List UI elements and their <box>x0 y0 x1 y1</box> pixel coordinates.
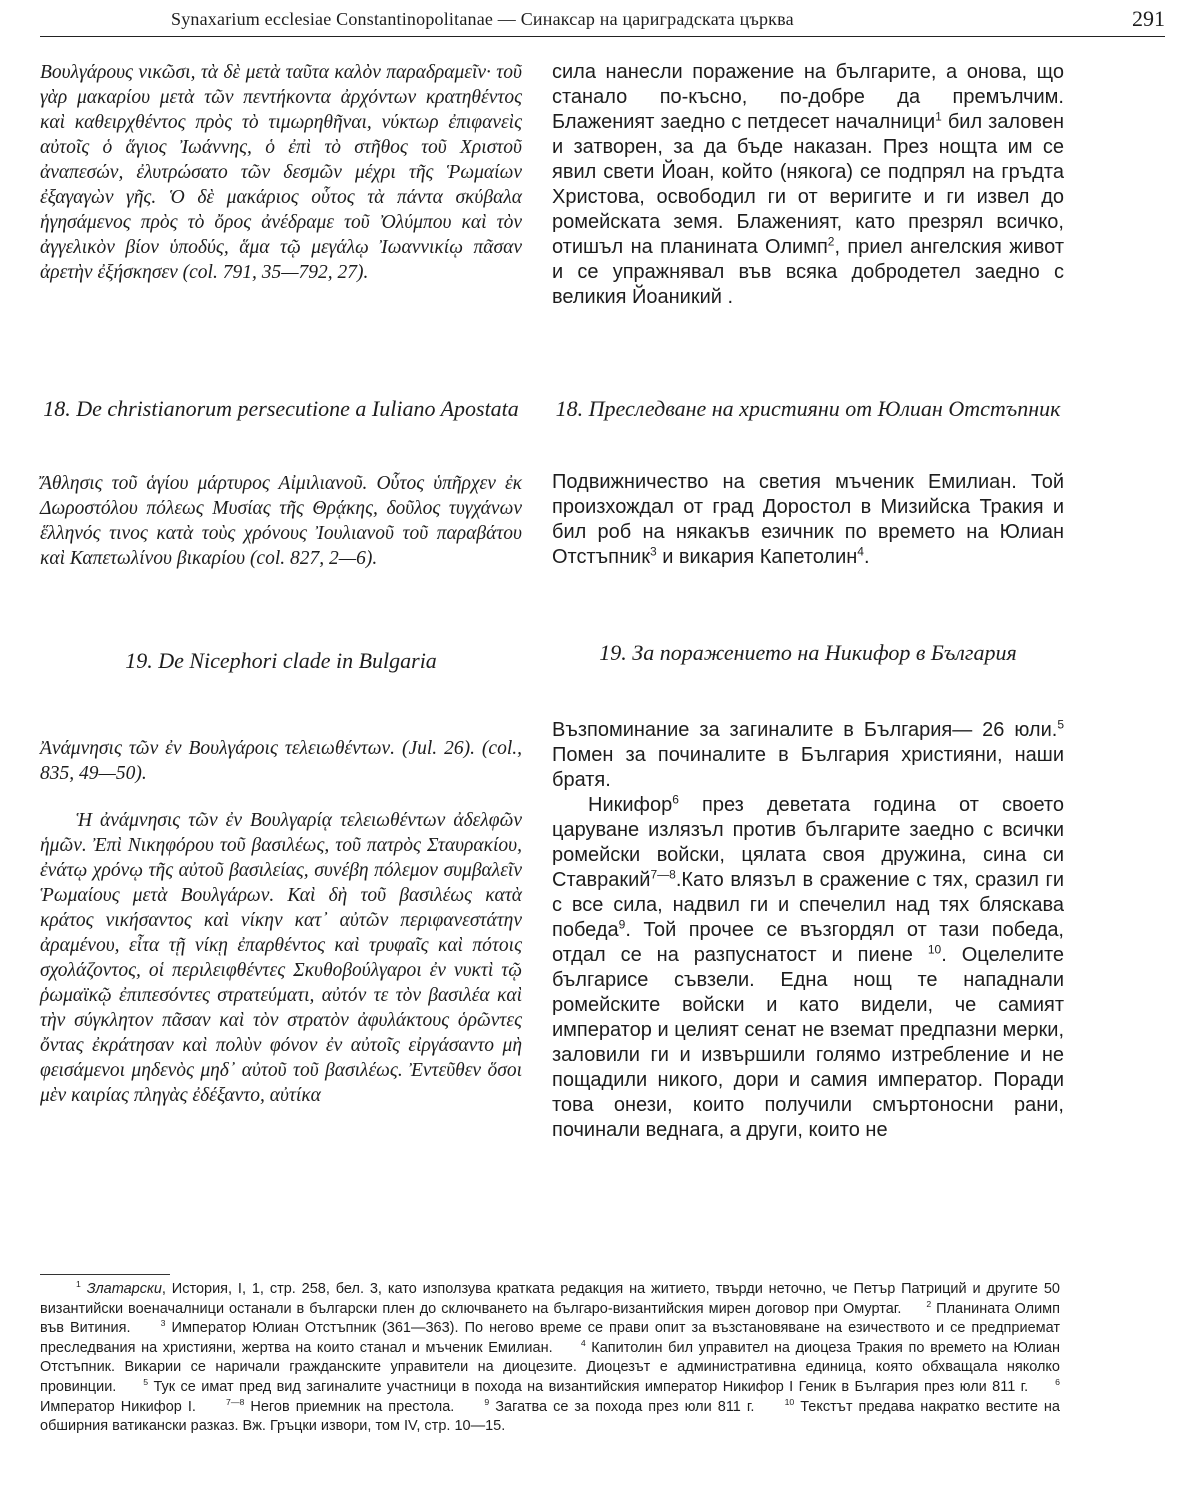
section-18-heading-bulgarian: 18. Преследване на християни от Юлиан Отстъпник <box>555 396 1061 421</box>
footnote-2-text: Планината Олимп във Витиния. <box>40 1300 1060 1337</box>
running-title: Synaxarium ecclesiae Constantinopolitanae — Синаксар на цариградската църква <box>171 9 794 29</box>
footnote-1-text: , История, I, 1, стр. 258, бел. 3, като използува кратката редакция на житието, твърди неточно, че Петър Патриций и другите 50 византийски военачалници останали в български плен до сключването на българо-византийския мирен договор при Омуртаг. <box>40 1281 1060 1317</box>
footnote-number-10: 10 <box>784 1396 795 1407</box>
section-18-bulgarian-paragraph: Подвижничество на светия мъченик Емилиан. Той произхождал от град Доростол в Мизийска Тракия и бил роб на някакъв езичник по времето на Юлиан Отстъпник$^3$ и викария Капетолин$^4$. <box>552 471 1064 568</box>
footnote-10-text: Текстът предава накратко вестите на обширния ватикански разказ. Вж. Гръцки извори, том IV, стр. 10—15. <box>40 1398 1060 1435</box>
footnote-ref-9[interactable]: 9 <box>618 917 626 932</box>
footnote-ref-1[interactable]: 1 <box>935 109 942 124</box>
footnote-rule <box>40 1274 170 1275</box>
section-19-heading-latin: 19. De Nicephori clade in Bulgaria <box>125 648 437 673</box>
section-19-greek-narrative: Ἡ ἀνάμνησις τῶν ἐν Βουλγαρίᾳ τελειωθέντων ἀδελφῶν ἡμῶν. Ἐπὶ Νικηφόρου τοῦ βασιλέως, τοῦ πατρὸς Σταυρακίου, ἐνάτῳ χρόνῳ τῆς αὐτοῦ βασιλείας, συνέβη πόλεμον συμβαλεῖν Ῥωμαίους μετὰ Βουλγάρων. Καὶ δὴ τοῦ βασιλέως κατὰ κράτος νικήσαντος καὶ νίκην κατ᾽ αὐτῶν περιφανεστάτην ἀραμένου, εἶτα τῇ νίκῃ ἐπαρθέντος καὶ τρυφαῖς καὶ πότοις σχολάζοντος, οἱ περιλειφθέντες Σκυθοβούλγαροι ἐν νυκτὶ τῷ ῥωμαϊκῷ ἐπιπεσόντες στρατεύματι, αὐτόν τε τὸν βασιλέα καὶ τὴν σύγκλητον πᾶσαν καὶ τὸν στρατὸν ἀφυλάκτους ὁρῶντες ὄντας ἐκράτησαν καὶ πολὺν φόνον ἐν αὐτοῖς εἰργάσαντο μὴ φεισάμενοι μηδενὸς μηδ᾽ αὐτοῦ τοῦ βασιλέως. Ἐντεῦθεν ὅσοι μὲν καιρίας πληγὰς ἐδέξαντο, αὐτίκα <box>40 810 522 1106</box>
footnote-ref-2[interactable]: 2 <box>827 234 835 249</box>
footnotes <box>40 1280 1060 1437</box>
footnote-number-9: 9 <box>484 1396 490 1407</box>
section-18-heading-latin: 18. De christianorum persecutione a Iuliano Apostata <box>43 396 519 421</box>
footnote-7-8-text: Негов приемник на престола. <box>244 1398 455 1415</box>
footnote-number-4: 4 <box>580 1337 586 1348</box>
greek-column <box>40 60 522 1183</box>
footnote-4-text: Капитолин бил управител на диоцеза Тракия по времето на Юлиан Отстъпник. Викарии се наричали гражданските управители на диоцезите. Диоцезът е административна единица, която обхващала няколко провинции. <box>40 1339 1060 1395</box>
footnote-1-author: Златарски <box>86 1281 162 1297</box>
footnote-number-1: 1 <box>76 1279 81 1290</box>
footnote-3-text: Император Юлиан Отстъпник (361—363). По негово време се прави опит за възстановяване на езичеството и се предприемат преследвания на християни, жертва на които станал и мъченик Емилиан. <box>40 1320 1060 1356</box>
section-19-bulgarian-narrative: Никифор$^6$ през деветата година от своето царуване излязъл против българите заедно с всички ромейски войски, цялата своя дружина, сина си Ставракий$^{7—8}$.Като влязъл в сражение с тях, сразил ги с все сила, надвил ги и спечелил над тях бляскава победа$^9$. Той прочее се възгордял от тази победа, отдал се на разпуснатост и пиене $^{10}$. Оцелелите българисе съвзели. Една нощ те нападнали ромейските войски и като видели, че самият император и целият сенат не вземат предпазни мерки, заловили ги и извършили голямо изтребление и не пощадили никого, дори и самия император. Поради това онези, които получили смъртоносни рани, починали веднага, а други, които не <box>552 792 1065 1141</box>
footnote-ref-4[interactable]: 4 <box>857 544 864 559</box>
footnote-ref-5[interactable]: 5 <box>1057 717 1064 732</box>
greek-intro-paragraph: Βουλγάρους νικῶσι, τὰ δὲ μετὰ ταῦτα καλὸν παραδραμεῖν· τοῦ γὰρ μακαρίου μετὰ τῶν πεντήκοντα ἀρχόντων κρατηθέντος καὶ καθειρχθέντος πρὸς τὸ τιμωρηθῆναι, νύκτωρ ἐπιφανεὶς αὐτοῖς ὁ ἅγιος Ἰωάννης, ὁ ἐπὶ τὸ στῆθος τοῦ Χριστοῦ ἀναπεσών, ἐλυτρώσατο τῶν δεσμῶν μέχρι τῆς Ῥωμαίων ἐξαγαγὼν γῆς. Ὁ δὲ μακάριος οὗτος τὰ πάντα σκύβαλα ἡγησάμενος πρὸς τὸ ὄρος ἀνέδραμε τοῦ Ὀλύμπου καὶ τὸν ἀγγελικὸν βίον ὑποδύς, ἅμα τῷ μεγάλῳ Ἰωαννικίῳ πᾶσαν ἀρετὴν ἐξήσκησεν (col. 791, 35—792, 27). <box>40 62 522 283</box>
section-19-greek-commemoration: Ἀνάμνησις τῶν ἐν Βουλγάροις τελειωθέντων. (Jul. 26). (col., 835, 49—50). <box>40 738 522 784</box>
footnote-number-2: 2 <box>926 1298 932 1309</box>
footnote-6-text: Император Никифор I. <box>40 1398 196 1415</box>
bulgarian-intro-paragraph: сила нанесли поражение на българите, а онова, що станало по-късно, по-добре да премълчим. Блаженият заедно с петдесет началници$^1$ бил заловен и затворен, за да бъде наказан. През нощта им се явил свети Йоан, който (някога) се подпрял на гръдта Христова, освободил ги от веригите и ги извел до ромейската земя. Блаженият, като презрял всичко, отишъл на планината Олимп$^2$, приел ангелския живот и се упражнявал във всяка добродетел заедно с великия Йоаникий . <box>552 61 1065 308</box>
footnote-number-3: 3 <box>160 1318 166 1329</box>
section-19-bulgarian-commemoration: Възпоминание за загиналите в България— 26 юли.$^5$ Помен за починалите в България християни, наши братя. <box>552 717 1064 791</box>
running-head <box>40 4 1165 34</box>
section-18-greek-paragraph: Ἄθλησις τοῦ ἁγίου μάρτυρος Αἰμιλιανοῦ. Οὗτος ὑπῆρχεν ἐκ Δωροστόλου πόλεως Μυσίας τῆς Θρᾴκης, δοῦλος τυγχάνων ἕλληνός τινος κατὰ τοὺς χρόνους Ἰουλιανοῦ τοῦ παραβάτου καὶ Καπετωλίνου βικαρίου (col. 827, 2—6). <box>40 473 522 569</box>
section-19-heading-bulgarian: 19. За поражението на Никифор в България <box>599 640 1017 665</box>
page-number: 291 <box>1132 6 1165 31</box>
footnote-9-text: Загатва се за похода през юли 811 г. <box>489 1398 755 1415</box>
bulgarian-column <box>552 60 1064 1193</box>
footnote-5-text: Тук се имат пред вид загиналите участници в похода на византийския император Никифор I Геник в България през юли 811 г. <box>148 1378 1029 1395</box>
footnote-ref-10[interactable]: 10 <box>927 942 942 957</box>
footnote-number-7-8: 7—8 <box>226 1396 245 1407</box>
footnote-ref-7-8[interactable]: 7—8 <box>650 867 676 882</box>
header-rule <box>40 36 1165 37</box>
footnote-ref-3[interactable]: 3 <box>649 544 657 559</box>
footnotes-text <box>40 1280 1060 1437</box>
footnote-ref-6[interactable]: 6 <box>672 792 679 807</box>
footnote-number-5: 5 <box>143 1377 149 1388</box>
footnote-number-6: 6 <box>1055 1377 1060 1388</box>
